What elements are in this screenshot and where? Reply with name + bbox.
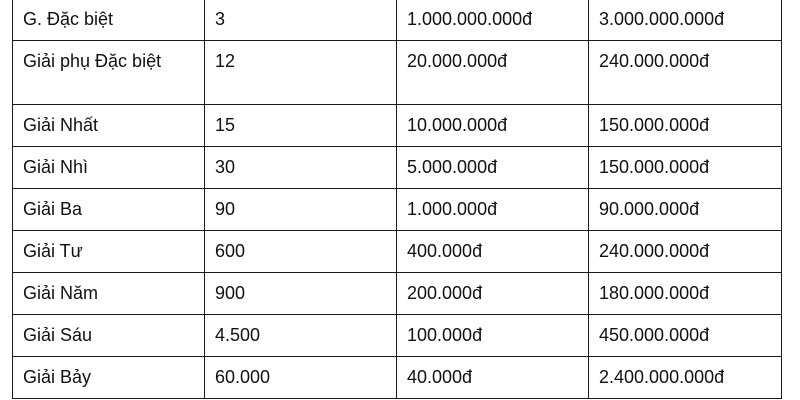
quantity-cell [205,147,397,189]
value-cell [397,357,589,399]
prize-name-cell [13,189,205,231]
prize-name: Giải Tư [23,241,83,261]
table-row [13,357,782,399]
prize-quantity: 60.000 [215,367,271,387]
value-cell [397,0,589,41]
prize-quantity: 900 [215,283,246,303]
prize-quantity: 600 [215,241,246,261]
prize-value: 10.000.000đ [407,115,508,135]
prize-name: G. Đặc biệt [23,9,114,29]
total-cell [589,273,782,315]
prize-quantity: 30 [215,157,236,177]
value-cell [397,147,589,189]
quantity-cell [205,231,397,273]
quantity-cell [205,0,397,41]
quantity-cell [205,273,397,315]
table-row [13,231,782,273]
prize-name: Giải Sáu [23,325,93,345]
prize-name-cell [13,147,205,189]
prize-quantity: 12 [215,51,236,71]
prize-total: 240.000.000đ [599,51,710,71]
value-cell [397,41,589,105]
total-cell [589,147,782,189]
prize-value: 1.000.000.000đ [407,9,533,29]
quantity-cell [205,41,397,105]
value-cell [397,105,589,147]
table-row [13,41,782,105]
prize-value: 20.000.000đ [407,51,508,71]
quantity-cell [205,105,397,147]
prize-name: Giải Năm [23,283,99,303]
table-row [13,147,782,189]
value-cell [397,315,589,357]
table-row [13,315,782,357]
prize-quantity: 90 [215,199,236,219]
total-cell [589,189,782,231]
prize-name: Giải Nhất [23,115,99,135]
quantity-cell [205,315,397,357]
prize-value: 1.000.000đ [407,199,498,219]
prize-name: Giải Bảy [23,367,92,387]
prize-value: 5.000.000đ [407,157,498,177]
prize-total: 150.000.000đ [599,115,710,135]
total-cell [589,315,782,357]
prize-name-cell [13,273,205,315]
table-row [13,0,782,41]
prize-total: 90.000.000đ [599,199,700,219]
prize-total: 180.000.000đ [599,283,710,303]
total-cell [589,41,782,105]
prize-total: 240.000.000đ [599,241,710,261]
prize-name-cell [13,315,205,357]
prize-quantity: 3 [215,9,226,29]
value-cell [397,189,589,231]
value-cell [397,273,589,315]
prize-value: 200.000đ [407,283,483,303]
table-row [13,105,782,147]
total-cell [589,231,782,273]
total-cell [589,0,782,41]
value-cell [397,231,589,273]
table-row [13,189,782,231]
prize-name: Giải phụ Đặc biệt [23,51,162,71]
total-cell [589,105,782,147]
prize-name-cell [13,357,205,399]
prize-table-container [12,0,781,399]
prize-name-cell [13,41,205,105]
prize-total: 3.000.000.000đ [599,9,725,29]
quantity-cell [205,357,397,399]
total-cell [589,357,782,399]
prize-table [12,0,782,399]
prize-value: 400.000đ [407,241,483,261]
prize-total: 150.000.000đ [599,157,710,177]
prize-name: Giải Nhì [23,157,89,177]
prize-value: 100.000đ [407,325,483,345]
prize-value: 40.000đ [407,367,473,387]
prize-name-cell [13,0,205,41]
prize-total: 450.000.000đ [599,325,710,345]
prize-name-cell [13,231,205,273]
table-row [13,273,782,315]
quantity-cell [205,189,397,231]
prize-name-cell [13,105,205,147]
prize-quantity: 4.500 [215,325,261,345]
prize-name: Giải Ba [23,199,83,219]
prize-total: 2.400.000.000đ [599,367,725,387]
prize-quantity: 15 [215,115,236,135]
